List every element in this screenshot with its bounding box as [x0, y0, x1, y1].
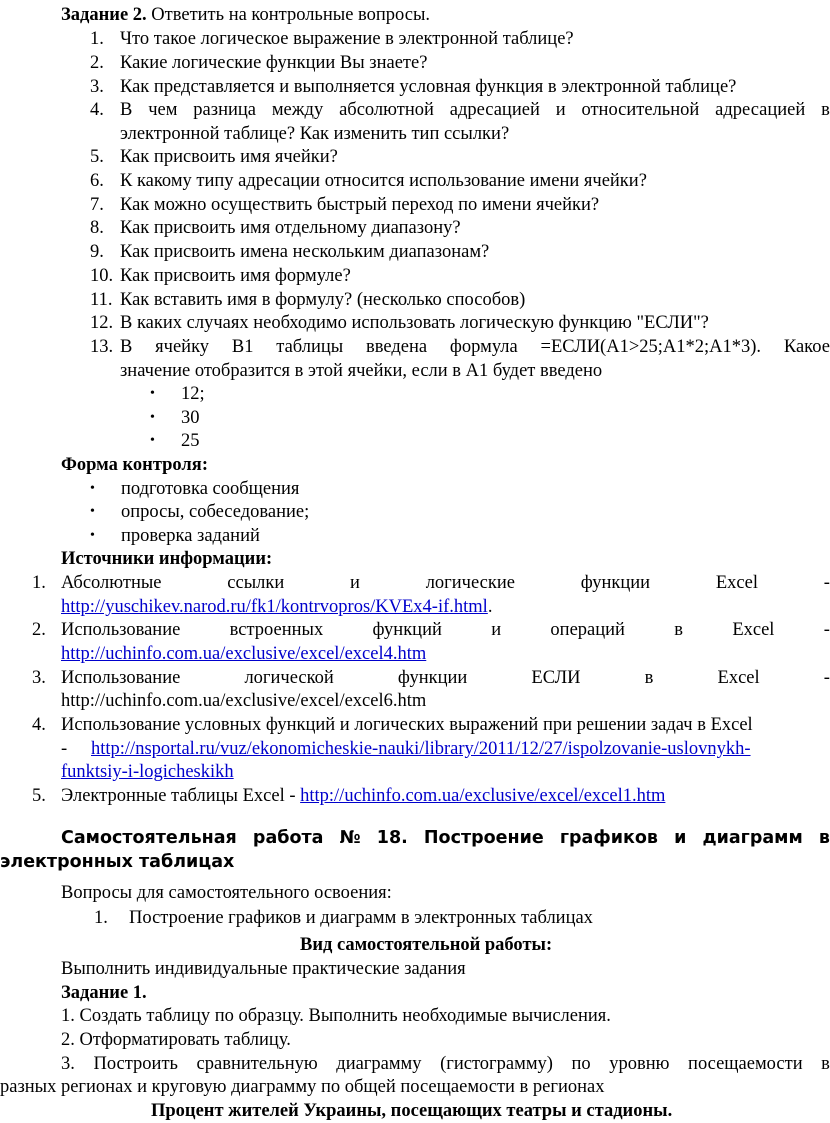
control-item: опросы, собеседование;	[121, 502, 310, 522]
task1-item-3-line1-word: Построить	[93, 1054, 178, 1074]
task2-heading-rest: Ответить на контрольные вопросы.	[146, 5, 431, 25]
question-line1-word: =ЕСЛИ(А1>25;А1*2;А1*3).	[540, 337, 762, 357]
source-5-link[interactable]: http://uchinfo.com.ua/exclusive/excel/excel1.htm	[300, 786, 666, 806]
source-3-line1-word: функции	[397, 668, 468, 688]
bullet-icon: •	[90, 481, 95, 496]
question-line1	[120, 98, 830, 122]
source-number: 1.	[32, 573, 46, 593]
source-2-line1-word: в	[674, 620, 684, 640]
task1-item-1: 1. Создать таблицу по образцу. Выполнить необходимые вычисления.	[61, 1006, 611, 1026]
source-3-line1-word: в	[644, 668, 654, 688]
source-4-link-line2[interactable]: funktsiy-i-logicheskikh	[61, 762, 234, 782]
work18-title-line2: электронных таблицах	[0, 852, 235, 872]
work18-title-line1-word: №	[339, 828, 361, 848]
source-5-line	[61, 784, 665, 808]
question-line1-word: введена	[366, 337, 428, 357]
question-line1-word: ячейку	[155, 337, 210, 357]
task1-item-3-line1-word: 3.	[61, 1054, 75, 1074]
question-line1-word: разница	[193, 100, 256, 120]
source-3-line1-word: логической	[244, 668, 334, 688]
question-number: 10.	[90, 266, 114, 286]
source-3-line1-word: ЕСЛИ	[531, 668, 581, 688]
sources-heading: Источники информации:	[61, 549, 273, 569]
source-2-link[interactable]: http://uchinfo.com.ua/exclusive/excel/excel4.htm	[61, 644, 427, 664]
work18-title-line1-word: в	[818, 828, 830, 848]
source-3-url: http://uchinfo.com.ua/exclusive/excel/excel6.htm	[61, 691, 427, 711]
source-2-line1-word: операций	[550, 620, 625, 640]
source-3-line1-word: -	[823, 668, 830, 688]
question-number: 9.	[90, 242, 104, 262]
source-number: 2.	[32, 620, 46, 640]
question-number: 12.	[90, 313, 114, 333]
source-2-line1-word: встроенных	[229, 620, 324, 640]
control-heading: Форма контроля:	[61, 455, 208, 475]
source-4-link-line1[interactable]: http://nsportal.ru/vuz/ekonomicheskie-nauki/library/2011/12/27/ispolzovanie-uslovnykh-	[91, 739, 751, 759]
source-1-line1-word: логические	[425, 573, 515, 593]
source-5-text: Электронные таблицы Excel -	[61, 786, 301, 806]
question-number: 13.	[90, 337, 114, 357]
question-line1-word: В	[120, 337, 133, 357]
question-line1-word: адресацией	[715, 100, 806, 120]
question-line1-word: между	[271, 100, 324, 120]
source-2-line1	[61, 618, 830, 642]
source-2-line1-word: и	[491, 620, 502, 640]
task1-item-3-line1-word: по	[571, 1054, 591, 1074]
bullet-icon: •	[150, 410, 155, 425]
table-title: Процент жителей Украины, посещающих театры и стадионы.	[151, 1101, 673, 1121]
source-4-dash: -	[61, 739, 68, 759]
task1-item-3-line1-word: посещаемости	[688, 1054, 803, 1074]
question-text: Что такое логическое выражение в электронной таблице?	[120, 29, 574, 49]
question-text: Какие логические функции Вы знаете?	[120, 53, 428, 73]
source-2-line1-word: Использование	[61, 620, 181, 640]
question-line1-word: в	[821, 100, 830, 120]
task1-item-3-line2: разных регионах и круговую диаграмму по общей посещаемости в регионах	[0, 1077, 605, 1097]
question-number: 8.	[90, 218, 104, 238]
question-line1-word: формула	[449, 337, 518, 357]
question-text: К какому типу адресации относится использование имени ячейки?	[120, 171, 647, 191]
question-number: 11.	[90, 290, 113, 310]
work18-question-number: 1.	[94, 908, 108, 928]
question-text: Как присвоить имя формуле?	[120, 266, 351, 286]
question-text: Как присвоить имя ячейки?	[120, 147, 338, 167]
source-1-line1-word: Excel	[715, 573, 758, 593]
question-number: 5.	[90, 147, 104, 167]
question-text: Как присвоить имена нескольким диапазонам?	[120, 242, 490, 262]
work18-title-line1-word: и	[674, 828, 687, 848]
task1-heading: Задание 1.	[61, 983, 147, 1003]
source-1-line1	[61, 571, 830, 595]
value-item: 25	[181, 431, 200, 451]
question-line1-word: В1	[231, 337, 254, 357]
task1-item-3-line1-word: сравнительную	[196, 1054, 318, 1074]
source-3-line1-word: Excel	[717, 668, 760, 688]
question-line2: электронной таблице? Как изменить тип ссылки?	[120, 124, 510, 144]
question-line1-word: и	[555, 100, 566, 120]
question-line1-word: В	[120, 100, 133, 120]
value-item: 30	[181, 408, 200, 428]
question-text: Как представляется и выполняется условная функция в электронной таблице?	[120, 77, 737, 97]
work-type-text: Выполнить индивидуальные практические задания	[61, 959, 466, 979]
source-1-line1-word: Абсолютные	[61, 573, 162, 593]
source-1-line1-word: ссылки	[227, 573, 285, 593]
source-3-line1-word: Использование	[61, 668, 181, 688]
bullet-icon: •	[90, 504, 95, 519]
question-line1-word: чем	[148, 100, 178, 120]
question-text: В каких случаях необходимо использовать логическую функцию "ЕСЛИ"?	[120, 313, 709, 333]
source-2-line1-word: Excel	[732, 620, 775, 640]
question-line2: значение отобразится в этой ячейки, если в А1 будет введено	[120, 361, 603, 381]
bullet-icon: •	[150, 386, 155, 401]
work18-title-line1-word: 18.	[376, 828, 408, 848]
question-number: 6.	[90, 171, 104, 191]
question-line1	[120, 335, 830, 359]
source-1-line1-word: и	[350, 573, 360, 593]
source-2-line1-word: -	[823, 620, 830, 640]
source-1-period: .	[487, 597, 493, 617]
work18-question-text: Построение графиков и диаграмм в электронных таблицах	[129, 908, 593, 928]
task1-item-2: 2. Отформатировать таблицу.	[61, 1030, 291, 1050]
source-number: 4.	[32, 715, 46, 735]
question-text: Как присвоить имя отдельному диапазону?	[120, 218, 461, 238]
work18-title-line1-word: работа	[252, 828, 324, 848]
task2-heading	[61, 3, 430, 27]
bullet-icon: •	[90, 528, 95, 543]
task1-item-3-line1-word: (гистограмму)	[440, 1054, 553, 1074]
work18-questions-label: Вопросы для самостоятельного освоения:	[61, 883, 392, 903]
control-item: подготовка сообщения	[121, 479, 300, 499]
bullet-icon: •	[150, 433, 155, 448]
question-number: 4.	[90, 100, 104, 120]
question-line1-word: таблицы	[276, 337, 344, 357]
task1-item-3-line1-word: диаграмму	[336, 1054, 422, 1074]
question-number: 2.	[90, 53, 104, 73]
work18-title-line1-word: Самостоятельная	[61, 828, 237, 848]
source-1-line2	[61, 595, 492, 619]
source-1-line1-word: -	[823, 573, 830, 593]
task2-heading-bold: Задание 2.	[61, 5, 147, 25]
work-type-heading: Вид самостоятельной работы:	[300, 935, 553, 955]
source-number: 3.	[32, 668, 46, 688]
question-line1-word: Какое	[783, 337, 830, 357]
question-text: Как можно осуществить быстрый переход по имени ячейки?	[120, 195, 600, 215]
source-4-text: Использование условных функций и логических выражений при решении задач в Excel	[61, 715, 753, 735]
task1-item-3-line1-word: в	[821, 1054, 830, 1074]
question-line1-word: абсолютной	[339, 100, 434, 120]
work18-title-line1-word: графиков	[559, 828, 658, 848]
task1-item-3-line1	[61, 1052, 830, 1076]
task1-item-3-line1-word: уровню	[609, 1054, 670, 1074]
source-1-line1-word: функции	[580, 573, 651, 593]
question-number: 1.	[90, 29, 104, 49]
source-number: 5.	[32, 786, 46, 806]
question-number: 3.	[90, 77, 104, 97]
source-3-line1	[61, 666, 830, 690]
question-text: Как вставить имя в формулу? (несколько способов)	[120, 290, 526, 310]
control-item: проверка заданий	[121, 526, 260, 546]
work18-title-line1	[61, 826, 830, 850]
source-2-line1-word: функций	[372, 620, 442, 640]
source-1-link[interactable]: http://yuschikev.narod.ru/fk1/kontrvopros/KVEx4-if.html	[61, 597, 488, 617]
work18-title-line1-word: Построение	[423, 828, 544, 848]
question-number: 7.	[90, 195, 104, 215]
value-item: 12;	[181, 384, 205, 404]
question-line1-word: относительной	[581, 100, 700, 120]
work18-title-line1-word: диаграмм	[702, 828, 803, 848]
question-line1-word: адресацией	[449, 100, 540, 120]
